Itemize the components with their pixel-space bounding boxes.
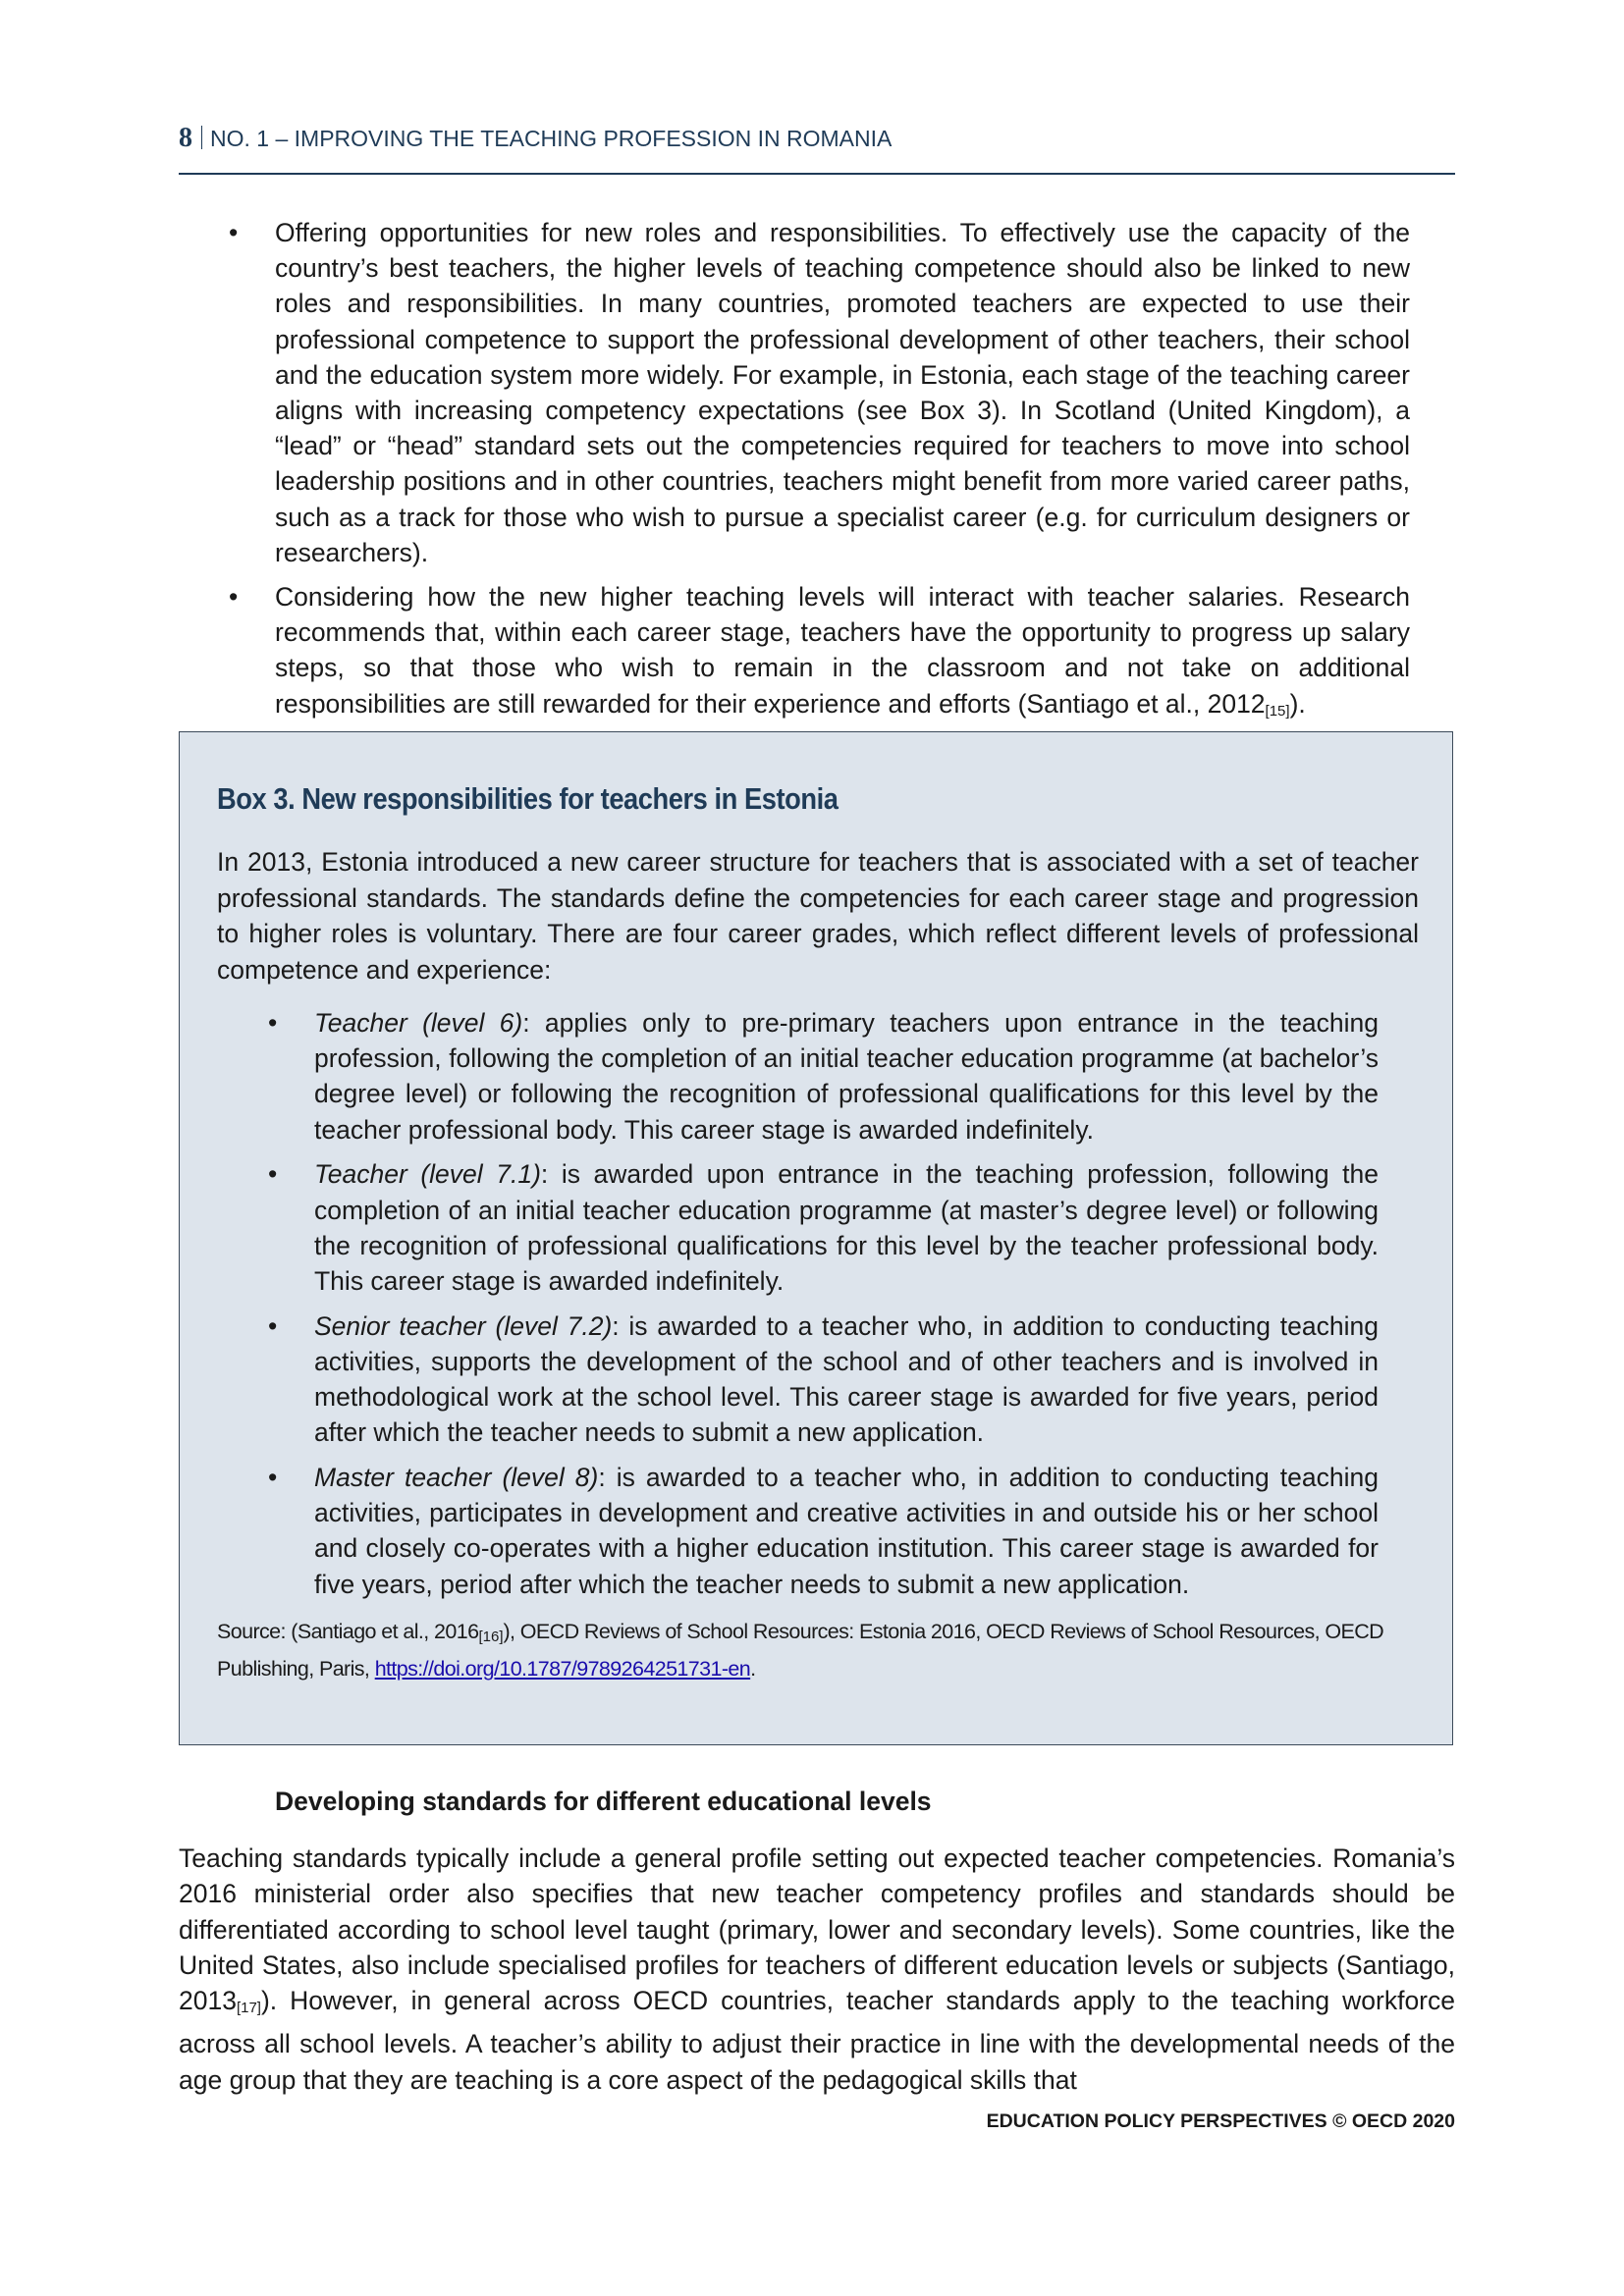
header-separator	[201, 126, 202, 149]
citation-ref: [15]	[1265, 702, 1290, 720]
citation-ref: [16]	[478, 1629, 504, 1645]
career-grades-list	[314, 1005, 1379, 1611]
body-paragraph	[179, 1841, 1455, 2098]
list-item	[314, 1308, 1379, 1451]
source-prefix: Source: (Santiago et al., 2016	[217, 1620, 479, 1643]
box-source	[217, 1616, 1425, 1685]
list-item	[314, 1156, 1379, 1299]
source-suffix: .	[750, 1657, 756, 1681]
item-text: Considering how the new higher teaching levels will interact with teacher salaries. Research recommends that, within each career stage, teachers have the opportunity to progress up salary steps, so that those who wish to remain in the classroom and not take on additional responsibilities are still rewarded for their experience and efforts (Santiago et al., 2012	[275, 582, 1410, 719]
box-intro: In 2013, Estonia introduced a new career structure for teachers that is associated with a set of teacher professional standards. The standards define the competencies for each career stage and progression to higher roles is voluntary. There are four career grades, which reflect different levels of professional competence and experience:	[217, 847, 1419, 985]
top-bullet-list	[275, 215, 1410, 738]
doi-link[interactable]: https://doi.org/10.1787/9789264251731-en	[374, 1657, 751, 1681]
source-text: ), OECD Reviews of School Resources: Estonia 2016, OECD Reviews of School Resources, OECD Publishing, Paris,	[217, 1620, 1384, 1681]
box-title: Box 3. New responsibilities for teachers in Estonia	[217, 781, 839, 816]
section-heading: Developing standards for different educational levels	[275, 1787, 932, 1816]
page-header	[179, 122, 1455, 175]
grade-term: Teacher (level 6)	[314, 1008, 523, 1038]
grade-description: : applies only to pre-primary teachers upon entrance in the teaching profession, following the completion of an initial teacher education programme (at bachelor’s degree level) or following the recognition of professional qualifications for this level by the teacher professional body. This career stage is awarded indefinitely.	[314, 1008, 1379, 1145]
grade-term: Senior teacher (level 7.2)	[314, 1310, 613, 1341]
page-footer: EDUCATION POLICY PERSPECTIVES © OECD 2020	[986, 2110, 1455, 2132]
running-title: NO. 1 – IMPROVING THE TEACHING PROFESSION IN ROMANIA	[210, 126, 893, 151]
list-item: • Offering opportunities for new roles and responsibilities. To effectively use the capacity of the country’s best teachers, the higher levels of teaching competence should also be linked to new roles and responsibilities. In many countries, promoted teachers are expected to use their professional competence to support the professional development of other teachers, their school and the education system more widely. For example, in Estonia, each stage of the teaching career aligns with increasing competency expectations (see Box 3). In Scotland (United Kingdom), a “lead” or “head” standard sets out the competencies required for teachers to move into school leadership positions and in other countries, teachers might benefit from more varied career paths, such as a track for those who wish to pursue a specialist career (e.g. for curriculum designers or researchers).	[275, 215, 1410, 570]
citation-ref: [17]	[236, 2000, 261, 2017]
page-number: 8	[179, 123, 192, 153]
grade-description: : is awarded upon entrance in the teaching profession, following the completion of an initial teacher education programme (at master’s degree level) or following the recognition of professional qualifications for this level by the teacher professional body. This career stage is awarded indefinitely.	[314, 1159, 1380, 1296]
list-item	[275, 579, 1410, 729]
list-item	[314, 1005, 1379, 1148]
list-item	[314, 1460, 1379, 1602]
grade-term: Master teacher (level 8)	[314, 1462, 599, 1492]
box-3	[179, 731, 1453, 1745]
grade-description: : is awarded to a teacher who, in addition to conducting teaching activities, supports the development of the school and of other teachers and is involved in methodological work at the school level. This career stage is awarded for five years, period after which the teacher needs to submit a new application.	[314, 1310, 1379, 1448]
grade-description: : is awarded to a teacher who, in addition to conducting teaching activities, participates in development and creative activities in and outside his or her school and closely co-operates with a higher education institution. This career stage is awarded for five years, period after which the teacher needs to submit a new application.	[314, 1462, 1379, 1599]
paragraph-text-end: ). However, in general across OECD countries, teacher standards apply to the teaching workforce across all school levels. A teacher’s ability to adjust their practice in line with the developmental needs of the age group that they are teaching is a core aspect of the pedagogical skills that	[179, 1986, 1455, 2095]
grade-term: Teacher (level 7.1)	[314, 1159, 541, 1190]
paragraph-text: Teaching standards typically include a general profile setting out expected teacher competencies. Romania’s 2016 ministerial order also specifies that new teacher competency profiles and standards should be differentiated according to school level taught (primary, lower and secondary levels). Some countries, like the United States, also include specialised profiles for teachers of different education levels or subjects (Santiago, 2013	[179, 1843, 1455, 2016]
item-text-end: ).	[1289, 688, 1306, 719]
